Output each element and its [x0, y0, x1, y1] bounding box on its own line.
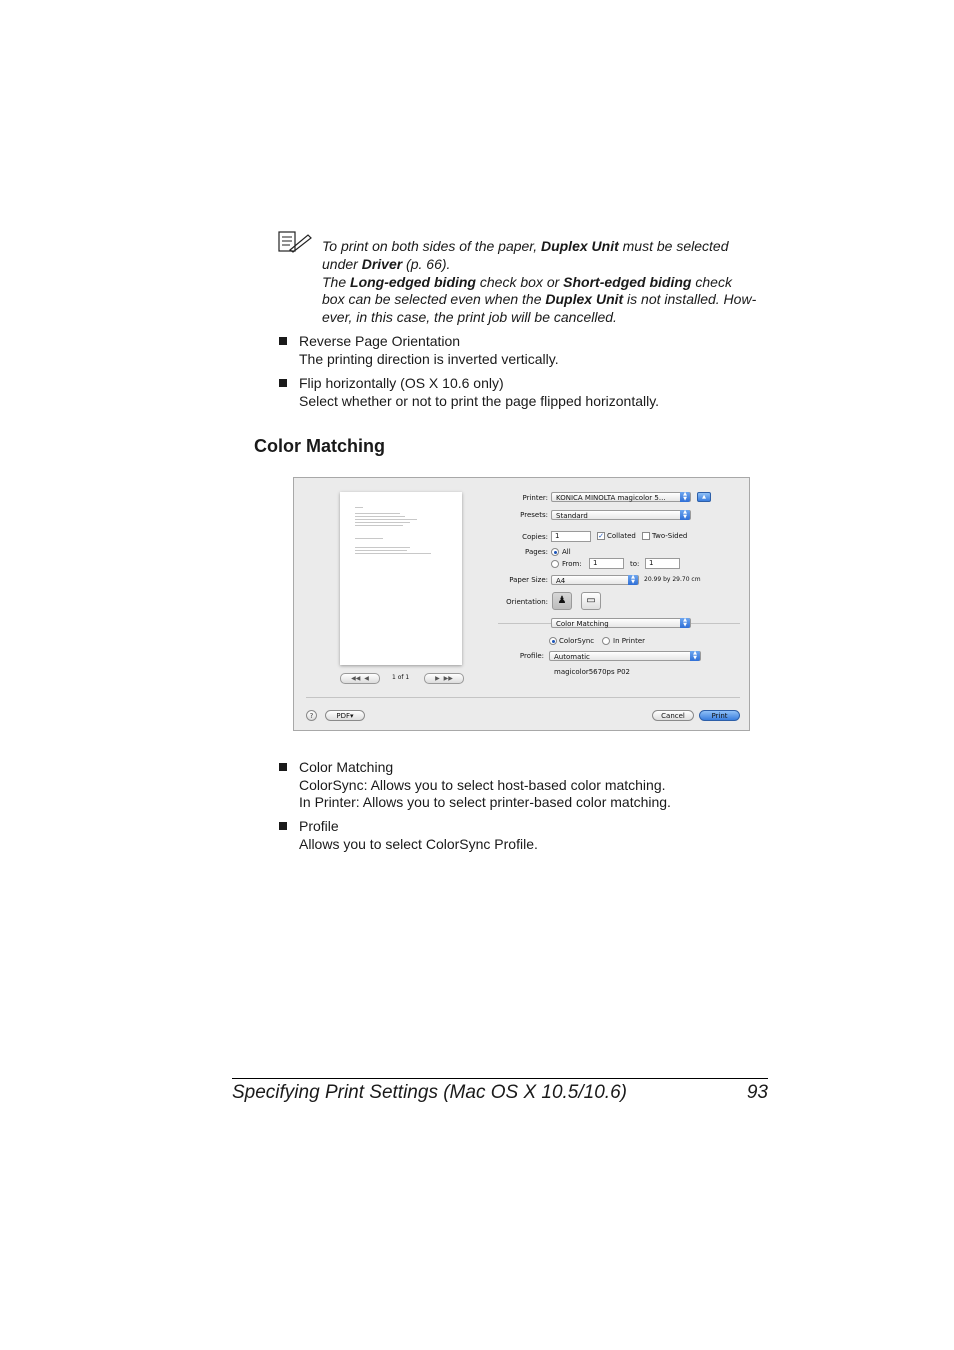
presets-popup[interactable]: Standard ▲ ▼	[551, 510, 691, 520]
collated-label: Collated	[607, 532, 636, 540]
two-sided-label: Two-Sided	[652, 532, 688, 540]
bullet-square-icon	[279, 337, 287, 345]
paper-size-popup[interactable]: A4 ▲ ▼	[551, 575, 639, 585]
page-counter: 1 of 1	[392, 674, 410, 681]
next-last-page-button[interactable]: ▶ ▶▶	[424, 673, 464, 684]
paper-dimensions: 20.99 by 29.70 cm	[644, 576, 701, 583]
popup-arrows-icon: ▲ ▼	[680, 510, 690, 520]
in-printer-label: In Printer	[613, 637, 646, 645]
popup-arrows-icon: ▲ ▼	[690, 651, 700, 661]
bullet-desc: The printing direction is inverted vertically.	[299, 350, 559, 367]
bullet-reverse-page-orientation	[278, 333, 778, 368]
print-dialog	[293, 477, 750, 731]
in-printer-radio[interactable]	[602, 637, 610, 645]
pdf-button[interactable]: PDF▾	[325, 710, 365, 721]
pages-from-radio[interactable]	[551, 560, 559, 568]
help-button[interactable]: ?	[306, 710, 317, 721]
bullet-flip-horizontally	[278, 375, 778, 410]
pages-label: Pages:	[525, 548, 548, 556]
bullet-title: Profile	[299, 818, 339, 834]
bullet-title: Color Matching	[299, 759, 394, 775]
bullet-profile	[278, 818, 778, 853]
paper-size-label: Paper Size:	[509, 576, 548, 584]
copies-field[interactable]: 1	[551, 531, 591, 542]
bullet-square-icon	[279, 379, 287, 387]
bottom-separator	[306, 697, 740, 698]
two-sided-checkbox[interactable]	[642, 532, 650, 540]
print-button[interactable]: Print	[699, 710, 740, 721]
landscape-person-icon: ▭	[586, 595, 596, 606]
footer-title: Specifying Print Settings (Mac OS X 10.5/10.6)	[232, 1082, 627, 1103]
pages-from-label: From:	[562, 560, 582, 568]
bullet-desc: Select whether or not to print the page flipped horizontally.	[299, 392, 660, 409]
profile-label: Profile:	[519, 652, 544, 660]
pages-all-radio[interactable]	[551, 548, 559, 556]
footer-rule	[232, 1078, 768, 1079]
bullet-title: Flip horizontally (OS X 10.6 only)	[299, 375, 504, 391]
popup-arrows-icon: ▲ ▼	[680, 618, 690, 628]
colorsync-radio[interactable]	[549, 637, 557, 645]
bullet-desc: In Printer: Allows you to select printer-based color matching.	[299, 794, 671, 810]
bullet-desc: Allows you to select ColorSync Profile.	[299, 835, 538, 852]
bullet-desc: ColorSync: Allows you to select host-based color matching.	[299, 776, 666, 793]
pages-all-label: All	[562, 548, 571, 556]
section-title: Color Matching	[254, 436, 385, 456]
to-label: to:	[630, 560, 640, 568]
page-preview	[340, 492, 462, 665]
presets-label: Presets:	[520, 511, 548, 519]
bullet-title: Reverse Page Orientation	[299, 333, 461, 349]
copies-label: Copies:	[522, 533, 548, 541]
bullet-square-icon	[279, 822, 287, 830]
portrait-orientation-button[interactable]	[552, 592, 572, 610]
printer-popup[interactable]: KONICA MINOLTA magicolor 5... ▲ ▼	[551, 492, 691, 502]
page-number: 93	[746, 1082, 768, 1103]
note-text: To print on both sides of the paper, Duplex Unit must be selected under Driver (p. 66). The Long-edged biding check box or Short-edged biding check box can be selected even when the Duplex Unit is not installed. How- ever, in this case, the print job will be cancelled.	[322, 238, 757, 326]
cancel-button[interactable]: Cancel	[652, 710, 694, 721]
bullet-color-matching	[278, 759, 778, 812]
printer-label: Printer:	[522, 494, 548, 502]
portrait-person-icon: ♟	[557, 595, 567, 606]
profile-popup[interactable]: Automatic ▲ ▼	[549, 651, 701, 661]
profile-name: magicolor5670ps P02	[554, 668, 630, 676]
bullet-square-icon	[279, 763, 287, 771]
popup-arrows-icon: ▲ ▼	[628, 575, 638, 585]
first-prev-page-button[interactable]: ◀◀ ◀	[340, 673, 380, 684]
orientation-label: Orientation:	[506, 598, 548, 606]
panel-popup[interactable]: Color Matching ▲ ▼	[551, 618, 691, 628]
collapse-dialog-button[interactable]: ▲	[697, 492, 711, 502]
to-field[interactable]: 1	[645, 558, 680, 569]
landscape-orientation-button[interactable]	[581, 592, 601, 610]
from-field[interactable]: 1	[589, 558, 624, 569]
popup-arrows-icon: ▲ ▼	[680, 492, 690, 502]
note-pencil-icon	[278, 231, 314, 253]
collated-checkbox[interactable]: ✓	[598, 532, 604, 540]
colorsync-label: ColorSync	[559, 637, 595, 645]
